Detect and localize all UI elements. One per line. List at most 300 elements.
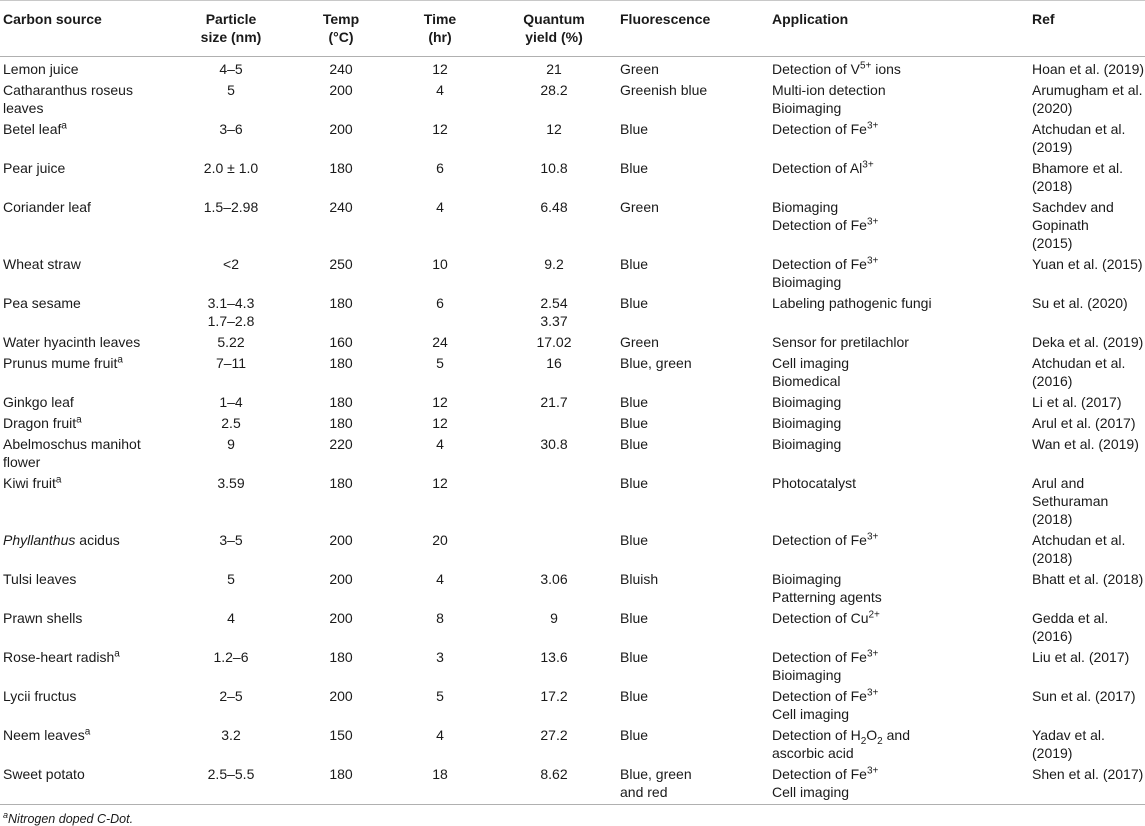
- ref-text: Arul and Sethuraman: [1032, 475, 1109, 509]
- size-value: 5.22: [217, 334, 245, 350]
- cell-time: 3: [436, 649, 444, 665]
- cell-particle-size: [172, 723, 290, 762]
- cell-ref: [978, 723, 1145, 762]
- cell-fluorescence: [620, 195, 760, 252]
- application-superscript: 3+: [866, 255, 879, 267]
- cell-time: 4: [436, 199, 444, 215]
- cell-quantum-yield: [488, 528, 620, 567]
- table-row: [0, 330, 1145, 351]
- cell-temp: 200: [329, 610, 353, 626]
- fluorescence-value: Blue: [620, 649, 649, 665]
- size-value: 1.2–6: [213, 649, 249, 665]
- application-text: Bioimaging: [772, 415, 842, 431]
- source-name: acidus: [75, 532, 120, 548]
- fluorescence-value: Green: [620, 61, 659, 77]
- cell-carbon-source: [0, 762, 172, 805]
- cell-quantum-yield: [488, 57, 620, 79]
- cell-fluorescence: [620, 117, 760, 156]
- cell-ref: [978, 432, 1145, 471]
- cell-application: [760, 57, 978, 79]
- cell-time: 8: [436, 610, 444, 626]
- ref-text: Sachdev and Gopinath: [1032, 199, 1114, 233]
- cell-fluorescence: [620, 156, 760, 195]
- source-name: Pea sesame: [3, 295, 81, 311]
- cell-fluorescence: [620, 762, 760, 805]
- cell-time: 18: [392, 762, 488, 805]
- cell-ref: [978, 567, 1145, 606]
- application-text: Sensor for pretilachlor: [772, 334, 909, 350]
- cell-application: [760, 684, 978, 723]
- cell-temp: 180: [329, 295, 353, 311]
- ref-text: Yuan et al. (2015): [1032, 256, 1143, 272]
- source-name: Wheat straw: [3, 256, 81, 272]
- cell-particle-size: [172, 411, 290, 432]
- cell-application: [760, 528, 978, 567]
- cell-particle-size: [172, 57, 290, 79]
- application-text: Biomedical: [772, 373, 841, 389]
- application-text: Detection of H: [772, 727, 861, 743]
- source-name: Catharanthus roseus leaves: [3, 82, 133, 116]
- size-value: 3.2: [221, 727, 241, 743]
- cell-quantum-yield: [488, 684, 620, 723]
- qy-value: 27.2: [540, 727, 568, 743]
- cell-ref: [978, 252, 1145, 291]
- cell-particle-size: [172, 762, 290, 805]
- ref-text: Su et al. (2020): [1032, 295, 1128, 311]
- cell-temp: 180: [329, 355, 353, 371]
- cell-fluorescence: [620, 471, 760, 528]
- cell-quantum-yield: [488, 723, 620, 762]
- source-name: Ginkgo leaf: [3, 394, 74, 410]
- cell-application: [760, 606, 978, 645]
- source-name: Prawn shells: [3, 610, 83, 626]
- footnote-text: Nitrogen doped C-Dot.: [8, 812, 134, 826]
- qy-value: 12: [546, 121, 562, 137]
- cell-application: [760, 117, 978, 156]
- cell-temp: 220: [329, 436, 353, 452]
- table-row: [0, 645, 1145, 684]
- ref-text: Wan et al. (2019): [1032, 436, 1139, 452]
- source-name: Sweet potato: [3, 766, 85, 782]
- cell-time: 4: [436, 436, 444, 452]
- cell-fluorescence: [620, 684, 760, 723]
- cell-time: 5: [436, 688, 444, 704]
- application-text: Cell imaging: [772, 784, 850, 800]
- table-row: [0, 117, 1145, 156]
- size-value: 3.59: [217, 475, 245, 491]
- application-superscript: 3+: [866, 765, 879, 777]
- header-carbon-source: Carbon source: [0, 1, 172, 57]
- application-text: Patterning agents: [772, 589, 882, 605]
- application-text: and: [882, 727, 910, 743]
- cell-ref: [978, 78, 1145, 117]
- ref-text: Sun et al. (2017): [1032, 688, 1136, 704]
- table-row: [0, 78, 1145, 117]
- cell-temp: 180: [329, 649, 353, 665]
- cell-carbon-source: [0, 684, 172, 723]
- qy-value: 28.2: [540, 82, 568, 98]
- size-value: 5: [227, 82, 235, 98]
- cell-carbon-source: [0, 528, 172, 567]
- source-name: Lycii fructus: [3, 688, 77, 704]
- qy-value: 8.62: [540, 766, 568, 782]
- cell-temp: 250: [329, 256, 353, 272]
- cell-time: 5: [436, 355, 444, 371]
- cell-carbon-source: [0, 330, 172, 351]
- cell-carbon-source: [0, 291, 172, 330]
- qy-value: 9.2: [544, 256, 564, 272]
- ref-text: (2018): [1032, 511, 1073, 527]
- cell-quantum-yield: [488, 411, 620, 432]
- cell-particle-size: [172, 684, 290, 723]
- application-text: Bioimaging: [772, 100, 842, 116]
- cell-temp: 200: [329, 571, 353, 587]
- footnote: [0, 805, 1145, 826]
- cell-quantum-yield: [488, 291, 620, 330]
- source-footnote-mark: a: [76, 414, 82, 426]
- fluorescence-value: Green: [620, 334, 659, 350]
- application-superscript: 3+: [862, 159, 874, 171]
- cell-temp: 200: [329, 82, 353, 98]
- cell-time: 6: [436, 160, 444, 176]
- cell-fluorescence: [620, 606, 760, 645]
- ref-text: (2015): [1032, 235, 1073, 251]
- qy-value: 3.37: [540, 313, 568, 329]
- cell-particle-size: [172, 567, 290, 606]
- cell-fluorescence: [620, 567, 760, 606]
- application-text: Bioimaging: [772, 667, 842, 683]
- cell-application: [760, 645, 978, 684]
- application-text: Detection of Al: [772, 160, 863, 176]
- table-row: [0, 723, 1145, 762]
- cell-fluorescence: [620, 57, 760, 79]
- cell-quantum-yield: [488, 351, 620, 390]
- cell-quantum-yield: [488, 117, 620, 156]
- cell-particle-size: [172, 351, 290, 390]
- application-text: Photocatalyst: [772, 475, 857, 491]
- cell-ref: [978, 684, 1145, 723]
- application-text: Bioimaging: [772, 274, 842, 290]
- ref-text: Yadav et al. (2019): [1032, 727, 1105, 761]
- source-name: Water hyacinth leaves: [3, 334, 141, 350]
- cell-quantum-yield: [488, 645, 620, 684]
- qy-value: 13.6: [540, 649, 568, 665]
- cell-temp: 240: [329, 61, 353, 77]
- header-temp: Temp (°C): [290, 1, 392, 57]
- application-superscript: 3+: [866, 120, 879, 132]
- source-name: Betel leaf: [3, 121, 62, 137]
- cell-ref: [978, 195, 1145, 252]
- cell-particle-size: [172, 645, 290, 684]
- application-superscript: 3+: [866, 531, 879, 543]
- cell-temp: 200: [329, 121, 353, 137]
- application-text: Detection of Fe: [772, 256, 867, 272]
- cell-temp: 180: [290, 762, 392, 805]
- cell-time: 20: [432, 532, 448, 548]
- fluorescence-value: Bluish: [620, 571, 659, 587]
- table-row: [0, 684, 1145, 723]
- cell-particle-size: [172, 78, 290, 117]
- cell-time: 6: [436, 295, 444, 311]
- table-row: [0, 567, 1145, 606]
- fluorescence-value: Blue, green: [620, 766, 692, 782]
- cell-fluorescence: [620, 78, 760, 117]
- cell-ref: [978, 117, 1145, 156]
- cell-fluorescence: [620, 723, 760, 762]
- cell-quantum-yield: [488, 432, 620, 471]
- qy-value: 21.7: [540, 394, 568, 410]
- cell-temp: 180: [329, 415, 353, 431]
- cell-application: [760, 411, 978, 432]
- cell-application: [760, 351, 978, 390]
- fluorescence-value: Blue: [620, 160, 649, 176]
- cell-carbon-source: [0, 432, 172, 471]
- cell-ref: [978, 528, 1145, 567]
- fluorescence-value: Blue: [620, 727, 649, 743]
- size-value: 7–11: [215, 355, 247, 371]
- cell-ref: [978, 390, 1145, 411]
- source-name: Prunus mume fruit: [3, 355, 118, 371]
- cell-particle-size: [172, 390, 290, 411]
- application-text: Bioimaging: [772, 436, 842, 452]
- table-row: [0, 156, 1145, 195]
- cell-ref: [978, 57, 1145, 79]
- size-value: 1.5–2.98: [203, 199, 259, 215]
- application-text: Labeling pathogenic fungi: [772, 295, 932, 311]
- source-name: Rose-heart radish: [3, 649, 115, 665]
- cell-ref: [978, 645, 1145, 684]
- table-row: [0, 291, 1145, 330]
- application-text: Cell imaging: [772, 355, 850, 371]
- cell-time: 12: [432, 394, 448, 410]
- size-value: 2.5: [221, 415, 241, 431]
- ref-text: Atchudan et al. (2016): [1032, 355, 1126, 389]
- fluorescence-value: Blue: [620, 475, 649, 491]
- source-footnote-mark: a: [114, 648, 120, 660]
- cell-time: 4: [436, 727, 444, 743]
- size-value: 5: [227, 571, 235, 587]
- size-value: 2.5–5.5: [207, 766, 255, 782]
- cell-particle-size: [172, 528, 290, 567]
- cell-fluorescence: [620, 291, 760, 330]
- qy-value: 6.48: [540, 199, 568, 215]
- cell-application: [760, 723, 978, 762]
- cell-fluorescence: [620, 432, 760, 471]
- cell-quantum-yield: [488, 390, 620, 411]
- table-row: [0, 57, 1145, 79]
- cell-particle-size: [172, 330, 290, 351]
- cell-fluorescence: [620, 252, 760, 291]
- source-name: Dragon fruit: [3, 415, 77, 431]
- header-time: Time (hr): [392, 1, 488, 57]
- cell-temp: 150: [329, 727, 353, 743]
- cell-fluorescence: [620, 411, 760, 432]
- application-text: ascorbic acid: [772, 745, 854, 761]
- application-text: Detection of Fe: [772, 121, 867, 137]
- cell-quantum-yield: [488, 606, 620, 645]
- cell-temp: 160: [329, 334, 353, 350]
- cell-carbon-source: [0, 645, 172, 684]
- size-value: 2–5: [219, 688, 243, 704]
- qy-value: 17.2: [540, 688, 568, 704]
- fluorescence-value: Blue: [620, 436, 649, 452]
- fluorescence-value: Blue, green: [620, 355, 692, 371]
- cell-temp: 240: [329, 199, 353, 215]
- cell-ref: [978, 411, 1145, 432]
- size-value: 4–5: [219, 61, 243, 77]
- cell-temp: 180: [329, 475, 353, 491]
- application-subscript: 2: [860, 735, 867, 747]
- ref-text: Gedda et al. (2016): [1032, 610, 1109, 644]
- application-superscript: 5+: [859, 60, 872, 72]
- source-footnote-mark: a: [117, 354, 123, 366]
- qy-value: 30.8: [540, 436, 568, 452]
- size-value: <2: [223, 256, 239, 272]
- cell-temp: 180: [329, 160, 353, 176]
- cell-particle-size: [172, 117, 290, 156]
- qy-value: 3.06: [540, 571, 568, 587]
- header-application: Application: [760, 1, 978, 57]
- cell-carbon-source: [0, 78, 172, 117]
- source-name: Tulsi leaves: [3, 571, 77, 587]
- cell-time: 10: [432, 256, 448, 272]
- ref-text: Shen et al. (2017): [1032, 766, 1144, 782]
- size-value: 1–4: [219, 394, 243, 410]
- cell-application: [760, 762, 978, 805]
- cell-application: [760, 390, 978, 411]
- cell-carbon-source: [0, 195, 172, 252]
- cell-application: [760, 195, 978, 252]
- cell-application: [760, 156, 978, 195]
- cell-quantum-yield: [488, 567, 620, 606]
- cell-quantum-yield: [488, 252, 620, 291]
- size-value: 3.1–4.3: [207, 295, 255, 311]
- cell-carbon-source: [0, 411, 172, 432]
- table-row: [0, 471, 1145, 528]
- source-name: Pear juice: [3, 160, 66, 176]
- table-row: [0, 252, 1145, 291]
- cell-fluorescence: [620, 645, 760, 684]
- qy-value: 16: [546, 355, 562, 371]
- cell-temp: 200: [329, 688, 353, 704]
- ref-text: Liu et al. (2017): [1032, 649, 1130, 665]
- cell-application: [760, 78, 978, 117]
- cell-application: [760, 567, 978, 606]
- table-header: [0, 1, 1145, 57]
- cell-application: [760, 291, 978, 330]
- fluorescence-value: Green: [620, 199, 659, 215]
- qy-value: 2.54: [540, 295, 568, 311]
- size-value: 1.7–2.8: [207, 313, 255, 329]
- header-particle-size: Particle size (nm): [172, 1, 290, 57]
- ref-text: Bhamore et al. (2018): [1032, 160, 1124, 194]
- application-text: Detection of Fe: [772, 217, 867, 233]
- cell-particle-size: [172, 156, 290, 195]
- fluorescence-value: Greenish blue: [620, 82, 708, 98]
- source-name: Neem leaves: [3, 727, 85, 743]
- size-value: 4: [227, 610, 235, 626]
- source-footnote-mark: a: [55, 474, 62, 486]
- application-text: Detection of Fe: [772, 766, 867, 782]
- cell-quantum-yield: [488, 330, 620, 351]
- application-superscript: 3+: [866, 648, 879, 660]
- cell-ref: [978, 330, 1145, 351]
- ref-text: Arul et al. (2017): [1032, 415, 1136, 431]
- application-subscript: 2: [877, 735, 883, 747]
- qy-value: 9: [550, 610, 558, 626]
- header-quantum-yield: Quantum yield (%): [488, 1, 620, 57]
- ref-text: Atchudan et al. (2019): [1032, 121, 1126, 155]
- footnote-mark: a: [3, 809, 9, 820]
- cell-carbon-source: [0, 390, 172, 411]
- size-value: 3–6: [219, 121, 243, 137]
- source-name: Abelmoschus manihot flower: [3, 436, 141, 470]
- fluorescence-value: Blue: [620, 121, 649, 137]
- cell-temp: 180: [329, 394, 353, 410]
- application-superscript: 2+: [868, 609, 880, 621]
- ref-text: Deka et al. (2019): [1032, 334, 1144, 350]
- cell-particle-size: [172, 195, 290, 252]
- ref-text: Bhatt et al. (2018): [1032, 571, 1144, 587]
- cell-particle-size: [172, 291, 290, 330]
- cell-carbon-source: [0, 351, 172, 390]
- cell-fluorescence: [620, 528, 760, 567]
- application-text: Bioimaging: [772, 394, 842, 410]
- table-row: [0, 390, 1145, 411]
- cell-carbon-source: [0, 471, 172, 528]
- cell-carbon-source: [0, 252, 172, 291]
- fluorescence-value: Blue: [620, 295, 649, 311]
- application-text: Detection of V: [772, 61, 860, 77]
- cell-quantum-yield: [488, 156, 620, 195]
- ref-text: Arumugham et al. (2020): [1032, 82, 1143, 116]
- fluorescence-value: Blue: [620, 688, 649, 704]
- application-text: ions: [871, 61, 901, 77]
- source-name: Lemon juice: [3, 61, 79, 77]
- qy-value: 10.8: [540, 160, 568, 176]
- cell-carbon-source: [0, 606, 172, 645]
- cell-quantum-yield: [488, 78, 620, 117]
- source-footnote-mark: a: [84, 726, 91, 738]
- cell-application: [760, 252, 978, 291]
- source-name: Coriander leaf: [3, 199, 91, 215]
- cell-carbon-source: [0, 723, 172, 762]
- cell-particle-size: [172, 471, 290, 528]
- cell-carbon-source: [0, 57, 172, 79]
- cell-time: 12: [432, 475, 448, 491]
- cell-application: [760, 330, 978, 351]
- cell-temp: 200: [329, 532, 353, 548]
- ref-text: Hoan et al. (2019): [1032, 61, 1145, 77]
- cell-carbon-source: [0, 156, 172, 195]
- cell-time: 4: [436, 82, 444, 98]
- cell-time: 24: [432, 334, 448, 350]
- table-row: [0, 432, 1145, 471]
- cell-application: [760, 471, 978, 528]
- cell-application: [760, 432, 978, 471]
- application-text: O: [866, 727, 878, 743]
- table-row: [0, 606, 1145, 645]
- table-row: [0, 528, 1145, 567]
- ref-text: Li et al. (2017): [1032, 394, 1122, 410]
- size-value: 9: [227, 436, 235, 452]
- cell-carbon-source: [0, 567, 172, 606]
- application-text: Cell imaging: [772, 706, 850, 722]
- application-text: Detection of Fe: [772, 649, 867, 665]
- fluorescence-value: Blue: [620, 532, 649, 548]
- table-body: [0, 57, 1145, 805]
- application-text: Detection of Cu: [772, 610, 869, 626]
